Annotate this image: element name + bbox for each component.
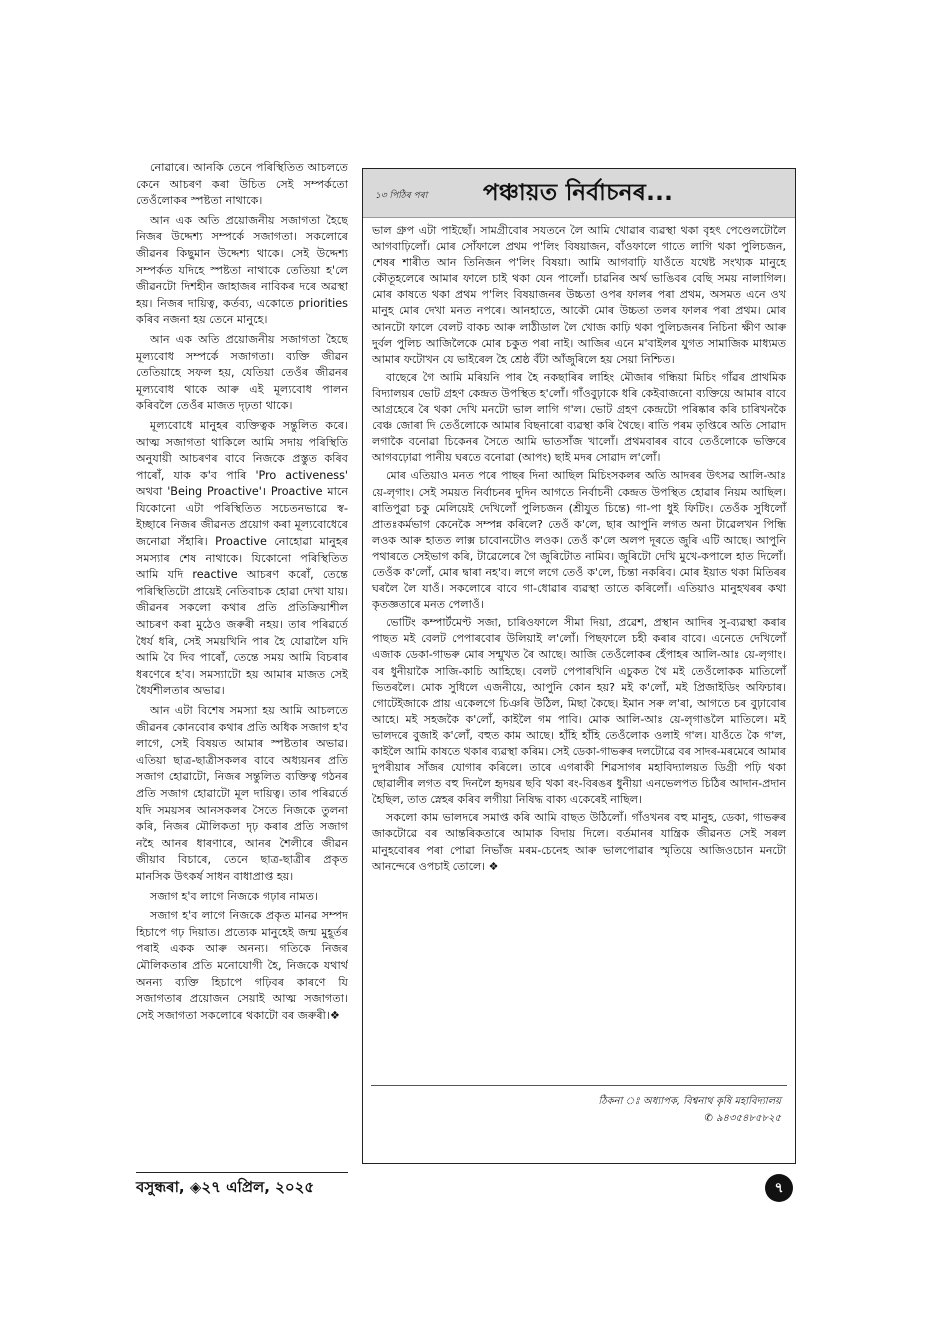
- left-paragraph-5: আন এটা বিশেষ সমস্যা হয় আমি আচলতে জীৱনৰ কোনবোৰ কথাৰ প্ৰতি অধিক সজাগ হ'ব লাগে, সেই বিষয়ত আমাৰ স্পষ্টতাৰ অভাৱ। এতিয়া ছাত্ৰ-ছাত্ৰীসকলৰ বাবে অধ্যয়নৰ প্ৰতি সজাগ হোৱাটো, নিজৰ সন্তুলিত ব্যক্তিত্ব গঠনৰ প্ৰতি সজাগ হোৱাটো মূল দায়িত্ব। তাৰ পৰিৱৰ্তে যদি সময়সৰ আনসকলৰ সৈতে নিজকে তুলনা কৰি, নিজৰ মৌলিকতা দৃঢ় কৰাৰ প্ৰতি সজাগ নহৈ আনৰ ধাৰণাৰে, আনৰ শৈলীৰে জীৱন জীয়াব বিচাৰে, তেনে ছাত্ৰ-ছাত্ৰীৰ প্ৰকৃত মানসিক উৎকৰ্ষ সাধন বাধাপ্ৰাপ্ত হয়।: [136, 704, 348, 883]
- author-address: ঠিকনা ঃ অধ্যাপক, বিশ্বনাথ কৃষি মহাবিদ্যালয়: [598, 1096, 781, 1107]
- footer-divider: [136, 1172, 348, 1173]
- article-title: পঞ্চায়ত নিৰ্বাচনৰ...: [483, 180, 674, 206]
- author-phone: ✆ ৯৪৩৫৪৮৫৮২৫: [704, 1113, 781, 1124]
- article-paragraph-3: মোৰ এতিয়াও মনত পৰে পাছৰ দিনা আছিল মিচিংসকলৰ অতি আদৰৰ উৎসৱ আলি-আঃ য়ে-লৃগাং। সেই সময়ত নিৰ্বাচনৰ দুদিন আগতে নিৰ্বাচনী কেন্দ্ৰত উপস্থিত হোৱাৰ নিয়ম আছিল। ৰাতিপুৱা চকু মেলিয়েই দেখিলোঁ পুলিচজন (শ্ৰীযুত চিন্তে) গা-পা ধুই ফিটিং। তেওঁক সুধিলোঁ প্ৰাতঃকৰ্মভাগ কেনেকৈ সম্পন্ন কৰিলে? তেওঁ ক'লে, ছাৰ আপুনি লগত অনা টাৱেলখন পিন্ধি লওক আৰু হাতত লাক্স চাবোনটোও লওক। তেওঁ ক'লে অলপ দূৰতে জুৰি এটি আছে। আপুনি পথাৰতে সেইভাগ কৰি, টাৱেলেৰে গৈ জুৰিটোত নামিব। জুৰিটো দেখি মুখে-কপালে হাত দিলোঁ। তেওঁক ক'লোঁ, মোৰ দ্বাৰা নহ'ব। লগে লগে তেওঁ ক'লে, চিন্তা নকৰিব। মোৰ ইয়াত থকা মিতিৰৰ ঘৰলৈ লৈ যাওঁ। সকলোৰে বাবে গা-ধোৱাৰ ব্যৱস্থা তাতে কৰিলোঁ। এতিয়াও মানুহখৰৰ কথা কৃতজ্ঞতাৰে মনত পেলাওঁ।: [372, 469, 786, 612]
- article-paragraph-2: বাছেৰে গৈ আমি মৰিয়নি পাৰ হৈ নকছাৰিৰ লাহিং মৌজাৰ গন্ধিয়া মিচিং গাঁৱৰ প্ৰাথমিক বিদ্যালয়ৰ ভোট গ্ৰহণ কেন্দ্ৰত উপস্থিত হ'লোঁ। গাঁওবুঢ়াকে ধৰি কেইবাজনো ব্যক্তিয়ে আমাৰ বাবে আগ্ৰহেৰে ৰৈ থকা দেখি মনটো ভাল লাগি গ'ল। ভোট গ্ৰহণ কেন্দ্ৰটো পৰিষ্কাৰ কৰি চাৰিখনকৈ বেঞ্চ জোৰা দি তেওঁলোকে আমাৰ বিছনাৰো ব্যৱস্থা কৰি থৈছে। ৰাতি পৰম তৃপ্তিৰে অতি সোৱাদ লগাকৈ বনোৱা চিকেনৰ সৈতে আমি ভাতসাঁজ খালোঁ। প্ৰথমবাৰৰ বাবে তেওঁলোকে ভক্তিৰে আগবঢ়োৱা পানীয় ঘৰতে বনোৱা (আপং) ছাই মদৰ সোৱাদ ল'লোঁ।: [372, 370, 786, 465]
- left-paragraph-7: সজাগ হ'ব লাগে নিজকে প্ৰকৃত মানৱ সম্পদ হিচাপে গঢ় দিয়াত। প্ৰত্যেক মানুহেই জন্ম মুহূৰ্তৰ পৰাই একক আৰু অনন্য। গতিকে নিজৰ মৌলিকতাৰ প্ৰতি মনোযোগী হৈ, নিজকে যথাৰ্থ অনন্য ব্যক্তি হিচাপে গঢ়িবৰ কাৰণে যি সজাগতাৰ প্ৰয়োজন সেয়াই আত্ম সজাগতা। সেই সজাগতা সকলোৰে থকাটো বৰ জৰুৰী।❖: [136, 909, 348, 1022]
- article-body: [363, 218, 795, 1079]
- author-signature: [598, 1093, 781, 1127]
- left-paragraph-1: নোৱাৰে। আনকি তেনে পৰিস্থিতিত আচলতে কেনে আচৰণ কৰা উচিত সেই সম্পৰ্কতো তেওঁলোকৰ স্পষ্টতা নাথাকে।: [136, 161, 348, 208]
- signature-divider: [371, 1085, 787, 1086]
- left-paragraph-6: সজাগ হ'ব লাগে নিজকে গঢ়াৰ নামত।: [150, 889, 319, 903]
- left-paragraph-4: মূল্যবোধে মানুহৰ ব্যক্তিত্বক সন্তুলিত কৰে। আত্ম সজাগতা থাকিলে আমি সদায় পৰিস্থিতি অনুযায়ী আচৰণৰ বাবে নিজকে প্ৰস্তুত কৰিব পাৰোঁ, যাক ক'ব পাৰি 'Pro activeness' অথবা 'Being Proactive'। Proactive মানে যিকোনো এটা পৰিস্থিতিত সচেতনভাৱে স্ব-ইচ্ছাৰে নিজৰ জীৱনত প্ৰয়োগ কৰা মূল্যবোধেৰে জনোৱা সঁহাৰি। Proactive নোহোৱা মানুহৰ সমস্যাৰ শেষ নাথাকে। যিকোনো পৰিস্থিতিত আমি যদি reactive আচৰণ কৰোঁ, তেন্তে পৰিস্থিতিটো প্ৰায়েই নেতিবাচক হোৱা দেখা যায়। জীৱনৰ সকলো কথাৰ প্ৰতি প্ৰতিক্ৰিয়াশীল আচৰণ কৰা মুঠেও জৰুৰী নহয়। তাৰ পৰিৱৰ্তে ধৈৰ্য ধৰি, সেই সময়খিনি পাৰ হৈ যোৱালৈ যদি আমি বৈ দিব পাৰোঁ, তেন্তে সময় আমি বিচৰাৰ ধৰণেৰে হ'ব। সমস্যাটো হয় আমাৰ মাজত সেই ধৈৰ্যশীলতাৰ অভাৱ।: [136, 418, 348, 698]
- left-column: [136, 160, 348, 1166]
- footer-publication: বসুন্ধৰা, ◈২৭ এপ্ৰিল, ২০২৫: [136, 1178, 315, 1196]
- page-number-badge: [765, 1174, 793, 1202]
- article-paragraph-5: সকলো কাম ভালদৰে সমাপ্ত কৰি আমি বাছত উঠিলোঁ। গাঁওখনৰ বহু মানুহ, ডেকা, গাভৰুৰ জাকটোৱে বৰ আন্তৰিকতাৰে আমাক বিদায় দিলে। বৰ্তমানৰ যান্ত্ৰিক জীৱনত সেই সৰল মানুহবোৰৰ পৰা পোৱা নিভাঁজ মৰম-চেনেহ আৰু ভালপোৱাৰ স্মৃতিয়ে আজিওচোন মনটো আনন্দেৰে ওপচাই তোলে। ❖: [372, 811, 786, 873]
- article-paragraph-1: ভাল গ্ৰুপ এটা পাইছোঁ। সামগ্ৰীবোৰ সযতনে লৈ আমি খোৱাৰ ব্যৱস্থা থকা বৃহৎ পেণ্ডেলটোলৈ আগবাঢ়িলোঁ। মোৰ সোঁফালে প্ৰথম প'লিং বিষয়াজন, বাঁওফালে গাতে লাগি থকা পুলিচজন, শেষৰ শাৰীত আন তিনিজন প'লিং বিষয়া। আমি আগবাঢ়ি যাওঁতে যথেষ্ট সংখ্যক মানুহে কৌতূহলেৰে আমাৰ ফালে চাই থকা যেন পালোঁ। চাৱনিৰ অৰ্থ ভাঙিবৰ বেছি সময় নালাগিল। মোৰ কাষতে থকা প্ৰথম প'লিং বিষয়াজনৰ উচ্চতা ওপৰ ফালৰ পৰা প্ৰথম, অসমত এনে ওখ মানুহ মোৰ দেখা মনত নপৰে। আনহাতে, আকৌ মোৰ উচ্চতা তলৰ ফালৰ পৰা প্ৰথম। মোৰ আনটো ফালে বেলট বাকচ আৰু লাঠীডাল লৈ খোজ কাঢ়ি থকা পুলিচজনৰ নিচিনা ক্ষীণ আৰু দুৰ্বল পুলিচ আজিলৈকে মোৰ চকুত পৰা নাই। আজিৰ এনে ম'বাইলৰ যুগত সামাজিক মাধ্যমত আমাৰ ফটোখন যে ভাইৰেল হৈ শ্ৰেষ্ঠ বঁটা আঁজুৰিলে হয় সেয়া নিশ্চিত।: [372, 224, 786, 366]
- article-box: [362, 168, 796, 1164]
- left-paragraph-2: আন এক অতি প্ৰয়োজনীয় সজাগতা হৈছে নিজৰ উদ্দেশ্য সম্পৰ্কে সজাগতা। সকলোৰে জীৱনৰ কিছুমান উদ্দেশ্য থাকে। সেই উদ্দেশ্য সম্পৰ্কত যদিহে স্পষ্টতা নাথাকে তেতিয়া হ'লে জীৱনটো দিশহীন জাহাজৰ নাবিকৰ দৰে অৱস্থা হয়। নিজৰ দায়িত্ব, কৰ্তব্য, একোতে priorities কৰিব নজনা হয় তেনে মানুহে।: [136, 213, 348, 327]
- left-paragraph-3: আন এক অতি প্ৰয়োজনীয় সজাগতা হৈছে মূল্যবোধ সম্পৰ্কে সজাগতা। ব্যক্তি জীৱন তেতিয়াহে সফল হয়, যেতিয়া তেওঁৰ জীৱনৰ মূল্যবোধ থাকে আৰু এই মূল্যবোধ পালন কৰিবলৈ তেওঁৰ মাজত দৃঢ়তা থাকে।: [136, 332, 348, 413]
- continued-from-label: ১৩ পিঠিৰ পৰা: [375, 191, 428, 201]
- article-paragraph-4: ভোটিং কম্পাৰ্টমেণ্ট সজা, চাৰিওফালে সীমা দিয়া, প্ৰৱেশ, প্ৰস্থান আদিৰ সু-ব্যৱস্থা কৰাৰ পাছত মই বেলট পেপাৰবোৰ উলিয়াই ল'লোঁ। পিছফালে চহী কৰাৰ বাবে। এনেতে দেখিলোঁ এজাক ডেকা-গাভৰু মোৰ সন্মুখত ৰৈ আছে। আজি তেওঁলোকৰ হেঁপাহৰ আলি-আঃ য়ে-লৃগাং। বৰ ধুনীয়াকৈ সাজি-কাচি আহিছে। বেলট পেপাৰখিনি এচুকত থৈ মই তেওঁলোকক মাতিলোঁ ভিতৰলৈ। মোক সুধিলে এজনীয়ে, আপুনি কোন হয়? মই ক'লোঁ, মই প্ৰিজাইডিং অফিচাৰ। গোটেইজাকে প্ৰায় একেলগে চিঞৰি উঠিল, মিছা কৈছে। ইমান সৰু ল'ৰা, আগতে চৰ বুঢ়াবোৰ আহে। মই সহজকৈ ক'লোঁ, কাইলৈ গম পাবি। মোক আলি-আঃ য়ে-লৃগাঙলৈ মাতিলে। মই ভালদৰে বুজাই ক'লোঁ, বহুত কাম আছে। হাঁহি হাঁহি তেওঁলোক ওলাই গ'ল। যাওঁতে কৈ গ'ল, কাইলৈ আমি কাষতে থকাৰ ব্যৱস্থা কৰিম। সেই ডেকা-গাভৰুৰ দলটোৱে বৰ সাদৰ-মৰমেৰে আমাৰ দুপৰীয়াৰ সাঁজৰ যোগাৰ কৰিলে। তাৰে এগৰাকী শিৱসাগৰ মহাবিদ্যালয়ত ডিগ্ৰী পঢ়ি থকা ছোৱালীৰ লগত বহু দিনলৈ হৃদয়ৰ ছবি থকা ৰং-বিৰঙৰ ধুনীয়া এনভেলপত চিঠিৰ আদান-প্ৰদান হৈছিল, তাত স্নেহৰ কৰিব লগীয়া নিষিদ্ধ বাক্য একেৰেই নাছিল।: [372, 616, 786, 807]
- article-header: [363, 169, 795, 218]
- page-number: ৭: [774, 1180, 784, 1196]
